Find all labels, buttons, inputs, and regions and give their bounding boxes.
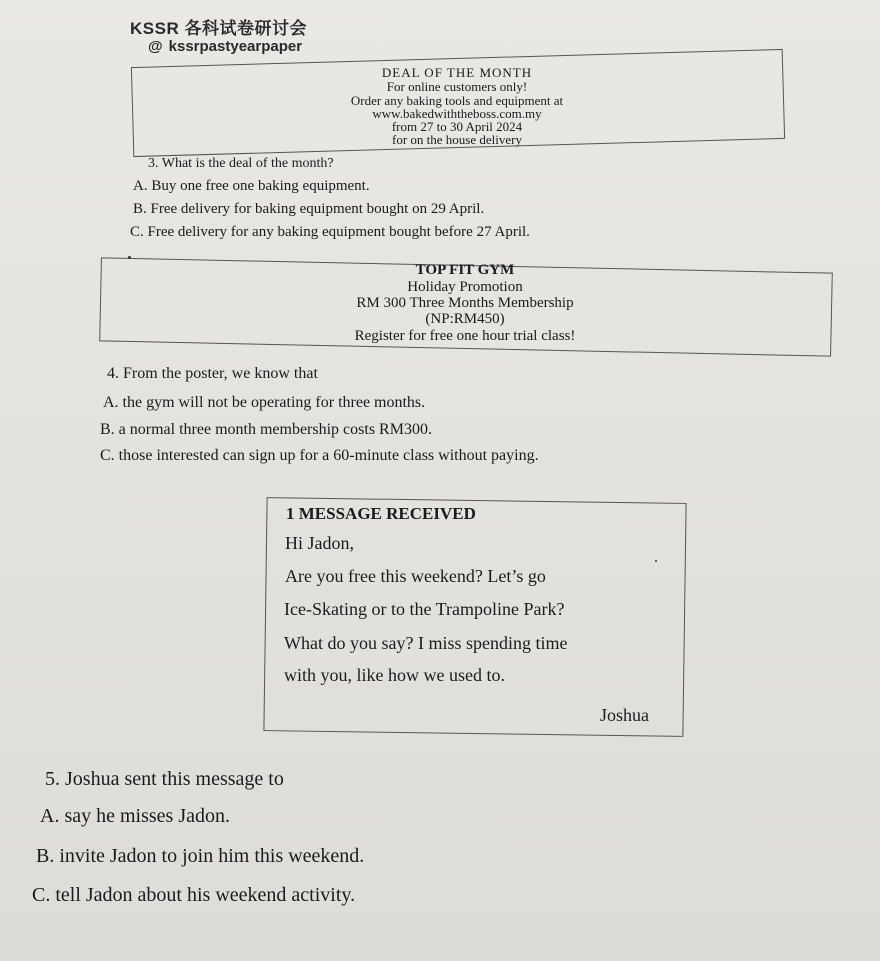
q4-option-a: A. the gym will not be operating for three months. [103, 394, 426, 411]
watermark-handle [148, 38, 302, 55]
gym-poster-line3: (NP:RM450) [425, 311, 505, 327]
message-line4: with you, like how we used to. [284, 665, 505, 685]
q3-option-b: B. Free delivery for baking equipment bought on 29 April. [133, 201, 485, 217]
gym-poster-title: TOP FIT GYM [415, 262, 515, 278]
deal-poster-line2: Order any baking tools and equipment at [350, 93, 564, 108]
message-greeting: Hi Jadon, [285, 533, 354, 553]
gym-poster-line4: Register for free one hour trial class! [354, 328, 576, 344]
message-line2: Ice-Skating or to the Trampoline Park? [284, 599, 565, 619]
q5-option-a: A. say he misses Jadon. [40, 805, 230, 827]
message-line3: What do you say? I miss spending time [284, 633, 568, 653]
gym-poster-line1: Holiday Promotion [407, 279, 523, 295]
deal-poster-url: www.bakedwiththeboss.com.my [372, 106, 542, 121]
message-signature: Joshua [600, 705, 649, 725]
q4-option-c: C. those interested can sign up for a 60-minute class without paying. [100, 447, 539, 464]
q3-question: 3. What is the deal of the month? [148, 156, 334, 171]
q4-question: 4. From the poster, we know that [107, 365, 318, 382]
paper-speck [655, 560, 657, 562]
message-header: 1 MESSAGE RECEIVED [286, 504, 476, 523]
q5-question: 5. Joshua sent this message to [45, 768, 284, 790]
at-icon: @ [148, 38, 163, 55]
q5-option-c: C. tell Jadon about his weekend activity. [32, 884, 356, 906]
paper-speck [128, 256, 131, 259]
q3-option-a: A. Buy one free one baking equipment. [133, 178, 370, 194]
deal-poster-title: DEAL OF THE MONTH [381, 65, 533, 80]
gym-poster-line2: RM 300 Three Months Membership [356, 295, 574, 311]
q4-option-b: B. a normal three month membership costs RM300. [100, 421, 432, 438]
deal-poster-line1: For online customers only! [386, 79, 528, 94]
message-line1: Are you free this weekend? Let’s go [285, 566, 546, 586]
q3-option-c: C. Free delivery for any baking equipment bought before 27 April. [130, 224, 530, 240]
watermark-title: KSSR 各科试卷研讨会 [130, 19, 307, 38]
deal-poster-delivery: for on the house delivery [392, 132, 522, 147]
deal-poster-dates: from 27 to 30 April 2024 [391, 119, 523, 134]
q5-option-b: B. invite Jadon to join him this weekend. [36, 845, 365, 867]
watermark-handle-text: kssrpastyearpaper [168, 38, 303, 55]
